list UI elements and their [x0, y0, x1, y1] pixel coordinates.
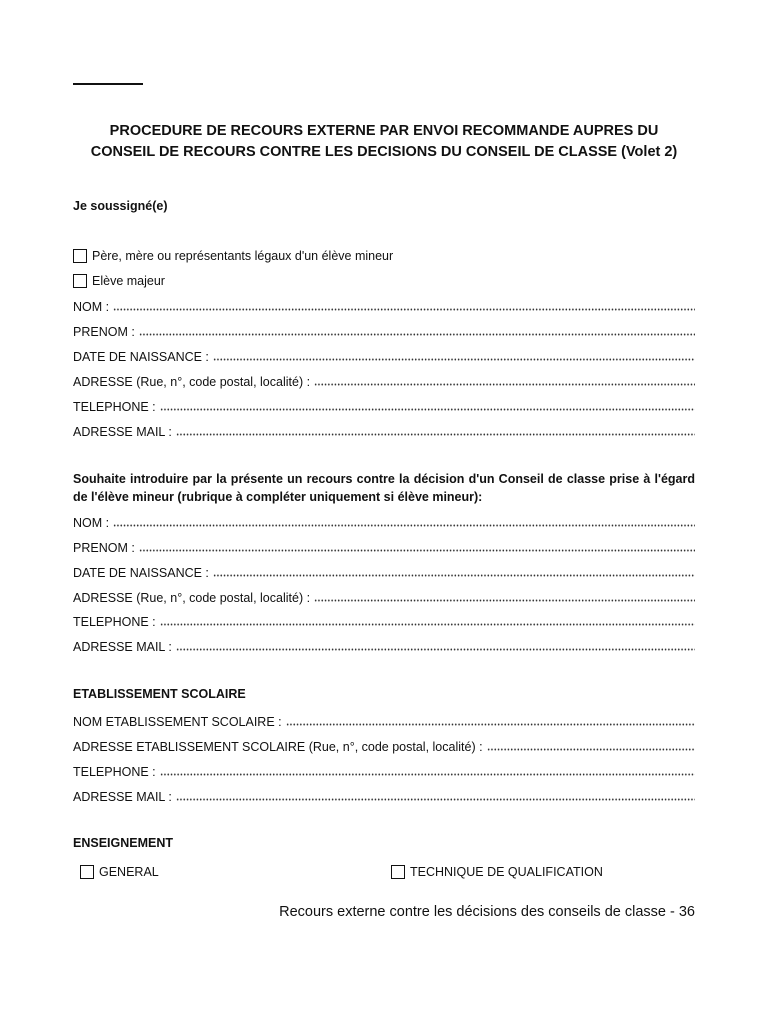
- document-title: [73, 121, 695, 163]
- dotted-fill-line[interactable]: [160, 623, 695, 626]
- field-label: TELEPHONE :: [73, 615, 156, 629]
- dotted-fill-line[interactable]: [314, 383, 695, 386]
- field-prenom[interactable]: [73, 321, 695, 339]
- field-eleve-adresse[interactable]: [73, 587, 695, 605]
- dotted-fill-line[interactable]: [139, 333, 695, 336]
- top-rule: [73, 83, 143, 85]
- checkbox-parent[interactable]: [73, 249, 87, 263]
- field-eleve-nom[interactable]: [73, 512, 695, 530]
- enseignement-heading: ENSEIGNEMENT: [73, 836, 174, 850]
- dotted-fill-line[interactable]: [176, 648, 695, 651]
- field-label: ADRESSE MAIL :: [73, 425, 172, 439]
- page-footer: Recours externe contre les décisions des conseils de classe - 36: [279, 904, 695, 920]
- dotted-fill-line[interactable]: [113, 308, 695, 311]
- checkbox-general-label: GENERAL: [99, 865, 159, 879]
- checkbox-technique-row[interactable]: [391, 863, 603, 881]
- field-label: ADRESSE MAIL :: [73, 640, 172, 654]
- dotted-fill-line[interactable]: [160, 773, 695, 776]
- dotted-fill-line[interactable]: [213, 358, 695, 361]
- field-label: NOM :: [73, 300, 110, 314]
- field-adresse[interactable]: [73, 371, 695, 389]
- field-label: PRENOM :: [73, 325, 135, 339]
- dotted-fill-line[interactable]: [213, 574, 695, 577]
- field-eleve-date-naissance[interactable]: [73, 562, 695, 580]
- field-telephone[interactable]: [73, 396, 695, 414]
- field-label: ADRESSE (Rue, n°, code postal, localité) :: [73, 591, 311, 605]
- checkbox-majeur-label: Elève majeur: [92, 274, 165, 288]
- field-eleve-adresse-mail[interactable]: [73, 636, 695, 654]
- title-line-1: PROCEDURE DE RECOURS EXTERNE PAR ENVOI RECOMMANDE AUPRES DU: [109, 123, 659, 139]
- dotted-fill-line[interactable]: [176, 433, 695, 436]
- title-line-2: CONSEIL DE RECOURS CONTRE LES DECISIONS DU CONSEIL DE CLASSE (Volet 2): [90, 144, 678, 160]
- dotted-fill-line[interactable]: [176, 798, 695, 801]
- field-nom-etablissement[interactable]: [73, 711, 695, 729]
- recours-paragraph: Souhaite introduire par la présente un recours contre la décision d'un Conseil de classe prise à l'égard de l'élève mineur (rubrique à compléter uniquement si élève mineur):: [73, 472, 695, 504]
- field-adresse-etablissement[interactable]: [73, 736, 695, 754]
- checkbox-technique-label: TECHNIQUE DE QUALIFICATION: [410, 865, 603, 879]
- checkbox-majeur-row[interactable]: [73, 272, 165, 290]
- dotted-fill-line[interactable]: [487, 748, 695, 751]
- field-label: ADRESSE ETABLISSEMENT SCOLAIRE (Rue, n°, code postal, localité) :: [73, 740, 483, 754]
- dotted-fill-line[interactable]: [113, 524, 695, 527]
- field-label: DATE DE NAISSANCE :: [73, 350, 209, 364]
- field-etablissement-telephone[interactable]: [73, 761, 695, 779]
- field-label: NOM :: [73, 516, 110, 530]
- dotted-fill-line[interactable]: [139, 549, 695, 552]
- field-etablissement-adresse-mail[interactable]: [73, 786, 695, 804]
- field-label: PRENOM :: [73, 541, 135, 555]
- soussigne-label: Je soussigné(e): [73, 199, 168, 213]
- checkbox-general[interactable]: [80, 865, 94, 879]
- field-label: DATE DE NAISSANCE :: [73, 566, 209, 580]
- dotted-fill-line[interactable]: [160, 408, 695, 411]
- etablissement-heading: ETABLISSEMENT SCOLAIRE: [73, 687, 246, 701]
- field-label: ADRESSE MAIL :: [73, 790, 172, 804]
- checkbox-general-row[interactable]: [80, 863, 159, 881]
- field-label: TELEPHONE :: [73, 400, 156, 414]
- checkbox-majeur[interactable]: [73, 274, 87, 288]
- field-nom[interactable]: [73, 296, 695, 314]
- checkbox-parent-label: Père, mère ou représentants légaux d'un élève mineur: [92, 249, 394, 263]
- checkbox-technique[interactable]: [391, 865, 405, 879]
- dotted-fill-line[interactable]: [314, 599, 695, 602]
- field-label: TELEPHONE :: [73, 765, 156, 779]
- checkbox-parent-row[interactable]: [73, 247, 393, 265]
- field-adresse-mail[interactable]: [73, 421, 695, 439]
- field-date-naissance[interactable]: [73, 346, 695, 364]
- field-eleve-prenom[interactable]: [73, 537, 695, 555]
- field-label: ADRESSE (Rue, n°, code postal, localité) :: [73, 375, 311, 389]
- field-eleve-telephone[interactable]: [73, 611, 695, 629]
- dotted-fill-line[interactable]: [286, 723, 695, 726]
- field-label: NOM ETABLISSEMENT SCOLAIRE :: [73, 715, 282, 729]
